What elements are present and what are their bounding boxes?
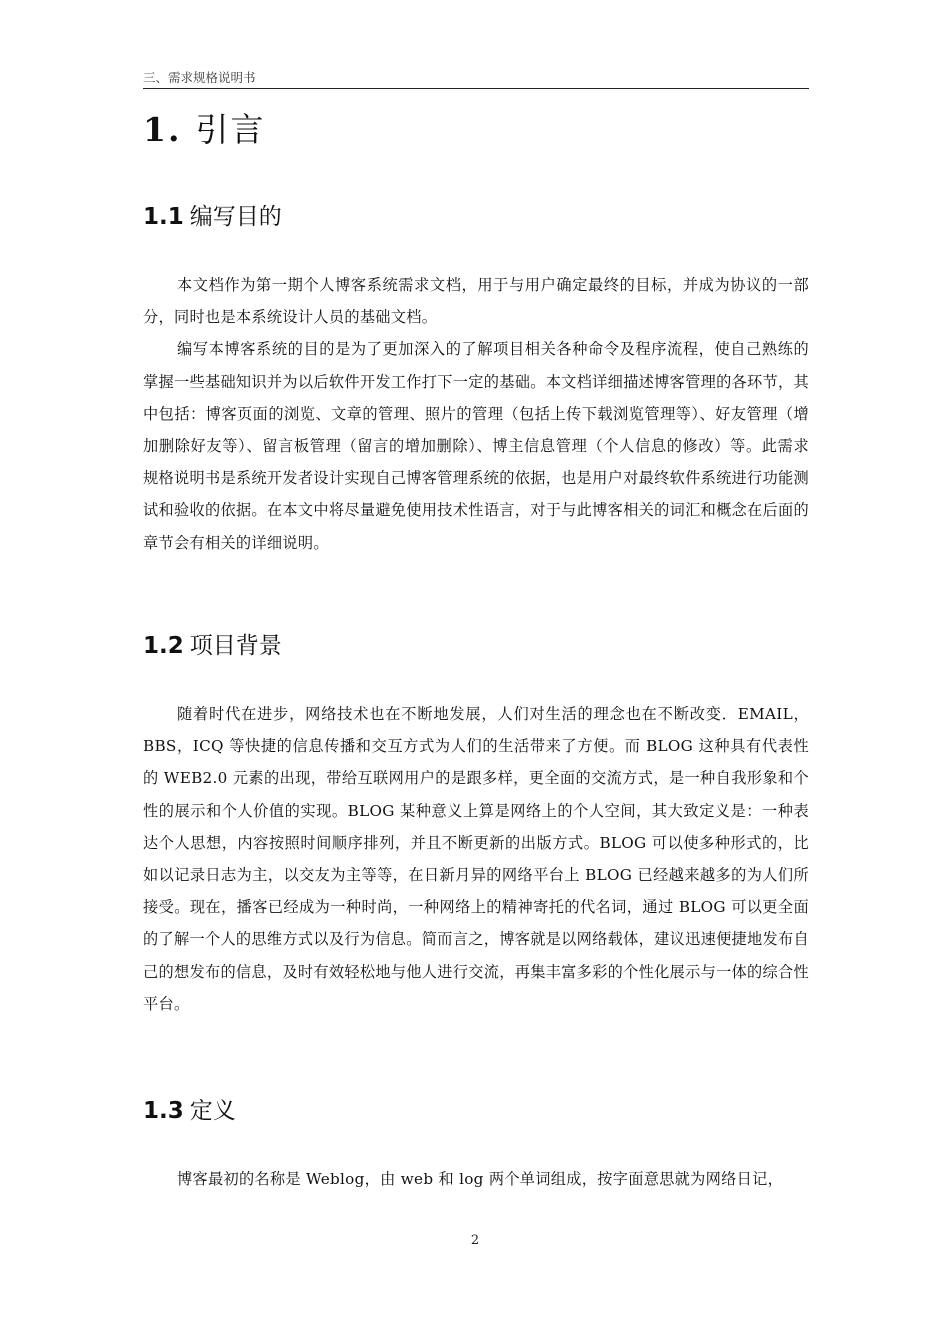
section-heading	[143, 1094, 809, 1128]
paragraph: 本文档作为第一期个人博客系统需求文档，用于与用户确定最终的目标，并成为协议的一部分，同时也是本系统设计人员的基础文档。	[143, 276, 809, 327]
section-1-1	[143, 200, 809, 559]
section-title: 编写目的	[189, 204, 282, 230]
paragraph: 随着时代在进步，网络技术也在不断地发展，人们对生活的理念也在不断改变．EMAIL，BBS，ICQ 等快捷的信息传播和交互方式为人们的生活带来了方便。而 BLOG 这种具有代表性的 WEB2.0 元素的出现，带给互联网用户的是跟多样，更全面的交流方式，是一种自我形象和个性的展示和个人价值的实现。BLOG 某种意义上算是网络上的个人空间，其大致定义是：一种表达个人思想，内容按照时间顺序排列，并且不断更新的出版方式。BLOG 可以使多种形式的，比如以记录日志为主，以交友为主等等，在日新月异的网络平台上 BLOG 已经越来越多的为人们所接受。现在，播客已经成为一种时尚，一种网络上的精神寄托的代名词，通过 BLOG 可以更全面的了解一个人的思维方式以及行为信息。简而言之，博客就是以网络载体，建议迅速便捷地发布自己的想发布的信息，及时有效轻松地与他人进行交流，再集丰富多彩的个性化展示与一体的综合性平台。	[143, 705, 809, 1013]
paragraph: 编写本博客系统的目的是为了更加深入的了解项目相关各种命令及程序流程，使自己熟练的掌握一些基础知识并为以后软件开发工作打下一定的基础。本文档详细描述博客管理的各环节，其中包括：博客页面的浏览、文章的管理、照片的管理（包括上传下载浏览管理等）、好友管理（增加删除好友等）、留言板管理（留言的增加删除）、博主信息管理（个人信息的修改）等。此需求规格说明书是系统开发者设计实现自己博客管理系统的依据，也是用户对最终软件系统进行功能测试和验收的依据。在本文中将尽量避免使用技术性语言，对于与此博客相关的词汇和概念在后面的章节会有相关的详细说明。	[143, 340, 809, 552]
section-number: 1.3	[143, 1098, 184, 1124]
section-number: 1.2	[143, 633, 184, 659]
page-number: 2	[470, 1233, 480, 1248]
chapter-title	[143, 106, 265, 154]
section-heading	[143, 629, 809, 663]
section-heading	[143, 200, 809, 234]
running-header: 三、需求规格说明书	[143, 70, 256, 85]
paragraph: 博客最初的名称是 Weblog，由 web 和 log 两个单词组成，按字面意思就为网络日记，	[177, 1170, 784, 1188]
header-rule	[143, 88, 809, 89]
section-1-2	[143, 629, 809, 1020]
section-1-3	[143, 1094, 809, 1195]
section-number: 1.1	[143, 204, 184, 230]
chapter-number: 1.	[143, 110, 182, 149]
section-title: 定义	[189, 1098, 236, 1124]
chapter-title-text: 引言	[195, 110, 266, 149]
section-title: 项目背景	[189, 633, 282, 659]
